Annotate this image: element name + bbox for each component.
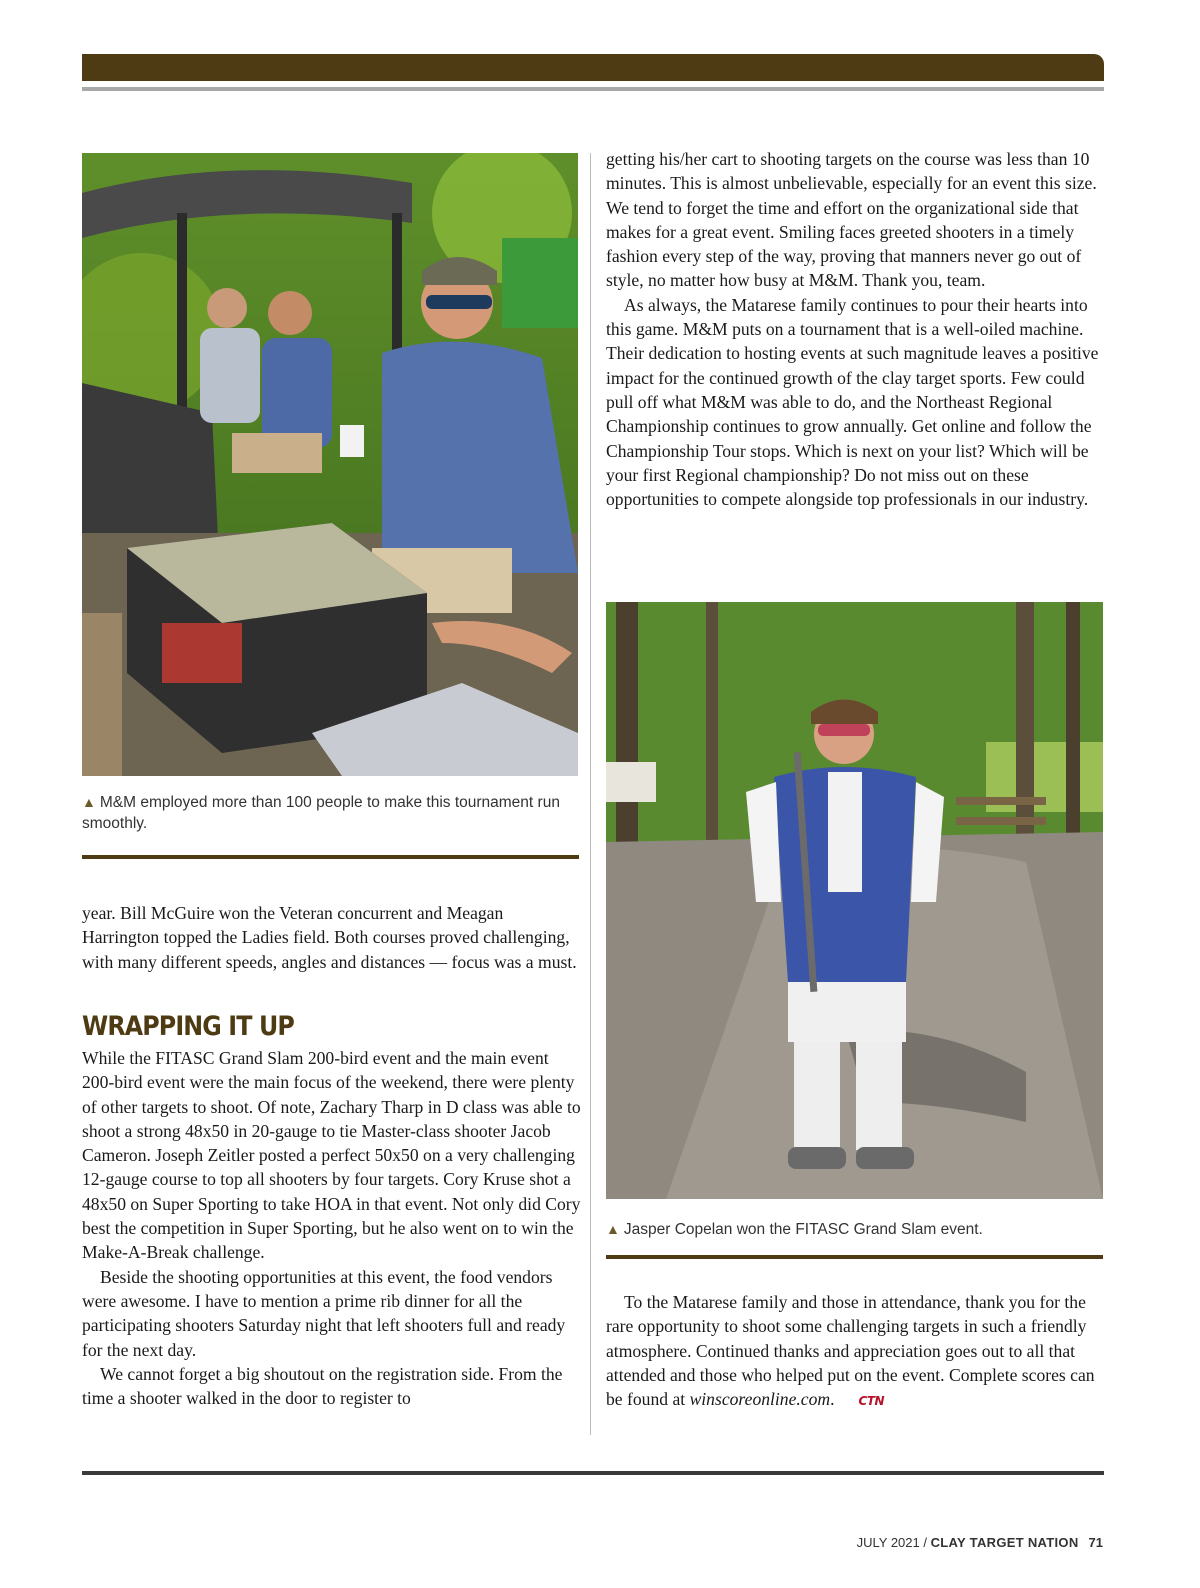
caption-rule [82,855,579,859]
paragraph [606,1290,1106,1413]
article-text-right-top [606,147,1106,511]
scores-link[interactable]: winscoreonline.com [689,1389,831,1410]
article-text-left-intro [82,901,582,974]
section-heading: WRAPPING IT UP [82,1011,294,1042]
paragraph: While the FITASC Grand Slam 200-bird event and the main event 200-bird event were the main focus of the weekend, there were plenty of other targets to shoot. Of note, Zachary Tharp in D class was able to shoot a strong 48x50 in 20-gauge to tie Master-class shooter Jacob Cameron. Joseph Zeitler posted a perfect 50x50 on a very challenging 12-gauge course to top all shooters by four targets. Cory Kruse shot a 48x50 on Super Sporting to take HOA in that event. Not only did Cory best the competition in Super Sporting, but he also went on to win the Make-A-Break challenge. [82,1048,581,1263]
paragraph: As always, the Matarese family continues to pour their hearts into this game. M&M puts on a tournament that is a well-oiled machine. Their dedication to hosting events at such magnitude leaves a positive impact for the continued growth of the clay target sports. Few could pull off what M&M was able to do, and the Northeast Regional Championship continues to grow annually. Get online and follow the Championship Tour stops. Which is next on your list? Which will be your first Regional championship? Do not miss out on these opportunities to compete alongside top professionals in our industry. [606,294,1099,510]
caption-triangle-icon: ▲ [82,794,96,810]
footer-separator: / [919,1535,931,1550]
paragraph: We cannot forget a big shoutout on the registration side. From the time a shooter walked in the door to register to [82,1363,563,1409]
header-rule [82,87,1104,91]
photo-icon [82,153,578,776]
photo-caption [82,792,578,834]
paragraph: year. Bill McGuire won the Veteran concurrent and Meagan Harrington topped the Ladies field. Both courses proved challenging, with many different speeds, angles and distances — focus was a must. [82,903,577,972]
paragraph: getting his/her cart to shooting targets on the course was less than 10 minutes. This is almost unbelievable, especially for an event this size. We tend to forget the time and effort on the organizational side that makes for a great event. Smiling faces greeted shooters in a timely fashion every step of the way, proving that manners never go out of style, no matter how busy at M&M. Thank you, team. [606,149,1097,291]
url-suffix: . [830,1389,835,1410]
closing-text: To the Matarese family and those in attendance, thank you for the rare opportunity to shoot some challenging targets in such a friendly atmosphere. Continued thanks and appreciation goes out to all that attended and those who helped put on the event. Complete scores can be found at [606,1292,1095,1410]
paragraph: Beside the shooting opportunities at this event, the food vendors were awesome. I have to mention a prime rib dinner for all the participating shooters Saturday night that left shooters full and ready for the next day. [82,1266,566,1360]
caption-text: Jasper Copelan won the FITASC Grand Slam event. [623,1221,983,1238]
photo-caption [606,1219,1103,1240]
header-bar [82,54,1104,81]
page-number: 71 [1088,1535,1103,1550]
photo-icon [606,602,1103,1199]
caption-triangle-icon: ▲ [606,1221,620,1237]
magazine-name: CLAY TARGET NATION [930,1535,1079,1550]
page-footer [857,1535,1103,1550]
issue-date: JULY 2021 [856,1535,920,1550]
caption-rule [606,1255,1103,1259]
photo-jasper-copelan [606,602,1103,1199]
article-text-left-bottom [82,1046,582,1410]
ctn-logo-icon: CTN [858,1394,885,1409]
column-divider [590,153,591,1435]
article-text-right-bottom [606,1290,1106,1413]
photo-utility-vehicle [82,153,578,776]
caption-text: M&M employed more than 100 people to make this tournament run smoothly. [82,794,560,832]
footer-rule [82,1471,1104,1475]
